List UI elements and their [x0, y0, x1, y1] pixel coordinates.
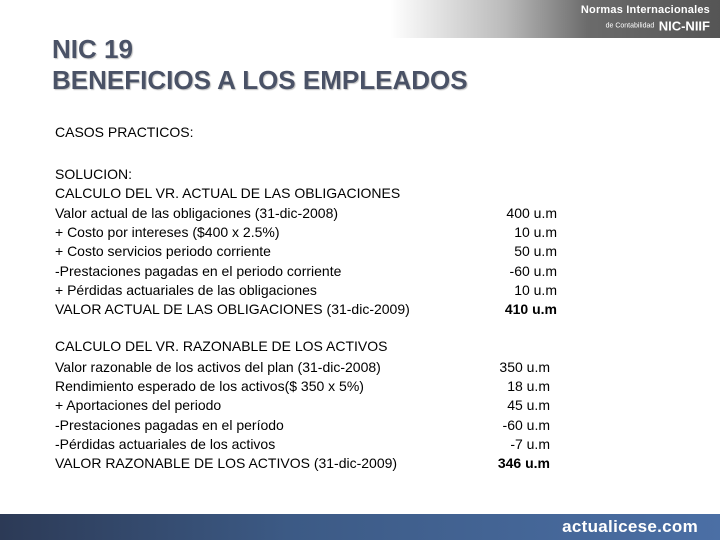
row-value: -7 u.m: [510, 435, 550, 452]
row-value: 400 u.m: [506, 205, 557, 221]
row-label: Valor actual de las obligaciones (31-dic-2008): [55, 205, 339, 221]
banner-line2-small: de Contabilidad: [605, 22, 655, 30]
row-label: + Costo servicios periodo corriente: [55, 243, 271, 260]
table-row: [55, 358, 575, 377]
row-value: 18 u.m: [507, 378, 550, 395]
row-value: 346 u.m: [497, 454, 550, 471]
page-title: [52, 34, 468, 96]
row-label: + Costo por intereses ($400 x 2.5%): [55, 224, 280, 241]
row-label: VALOR RAZONABLE DE LOS ACTIVOS (31-dic-2009): [55, 454, 398, 471]
row-label: VALOR ACTUAL DE LAS OBLIGACIONES (31-dic-2009): [55, 300, 410, 317]
casos-label: CASOS PRACTICOS:: [55, 124, 194, 140]
banner-line1: Normas Internacionales: [580, 4, 710, 16]
total-row: [55, 300, 575, 319]
row-value: 10 u.m: [514, 224, 557, 241]
title-line1: NIC 19: [52, 34, 133, 64]
table-row: [55, 242, 575, 261]
row-label: -Prestaciones pagadas en el periodo corriente: [55, 262, 342, 279]
activos-table: [55, 358, 575, 473]
row-label: Rendimiento esperado de los activos($ 350 x 5%): [55, 378, 364, 395]
row-label: -Pérdidas actuariales de los activos: [55, 435, 276, 452]
table-row: [55, 435, 575, 454]
total-row: [55, 454, 575, 473]
row-value: -60 u.m: [502, 416, 550, 433]
row-label: + Aportaciones del periodo: [55, 397, 222, 414]
table-row: [55, 416, 575, 435]
row-value: 350 u.m: [499, 359, 550, 375]
row-value: 50 u.m: [514, 243, 557, 260]
banner-line2: [581, 18, 710, 34]
footer-bar: [0, 514, 720, 540]
row-value: -60 u.m: [509, 262, 557, 279]
obligaciones-header: CALCULO DEL VR. ACTUAL DE LAS OBLIGACIONES: [55, 185, 401, 201]
row-label: -Prestaciones pagadas en el período: [55, 416, 284, 433]
table-row: [55, 396, 575, 415]
row-label: + Pérdidas actuariales de las obligaciones: [55, 281, 317, 298]
table-row: [55, 377, 575, 396]
footer-brand: actualicese.com: [562, 517, 698, 536]
row-value: 45 u.m: [507, 397, 550, 414]
table-row: [55, 281, 575, 300]
table-row: [55, 204, 575, 223]
banner-line2-strong: NIC-NIIF: [658, 18, 710, 34]
obligaciones-table: [55, 204, 575, 319]
row-value: 410 u.m: [504, 300, 557, 317]
activos-header: CALCULO DEL VR. RAZONABLE DE LOS ACTIVOS: [55, 338, 388, 354]
solucion-label: SOLUCION:: [55, 166, 133, 182]
row-value: 10 u.m: [514, 281, 557, 298]
row-label: Valor razonable de los activos del plan (31-dic-2008): [55, 359, 381, 375]
table-row: [55, 223, 575, 242]
title-line2: BENEFICIOS A LOS EMPLEADOS: [52, 65, 468, 95]
top-banner: [390, 0, 720, 38]
banner-logo-text: [581, 5, 710, 34]
table-row: [55, 262, 575, 281]
